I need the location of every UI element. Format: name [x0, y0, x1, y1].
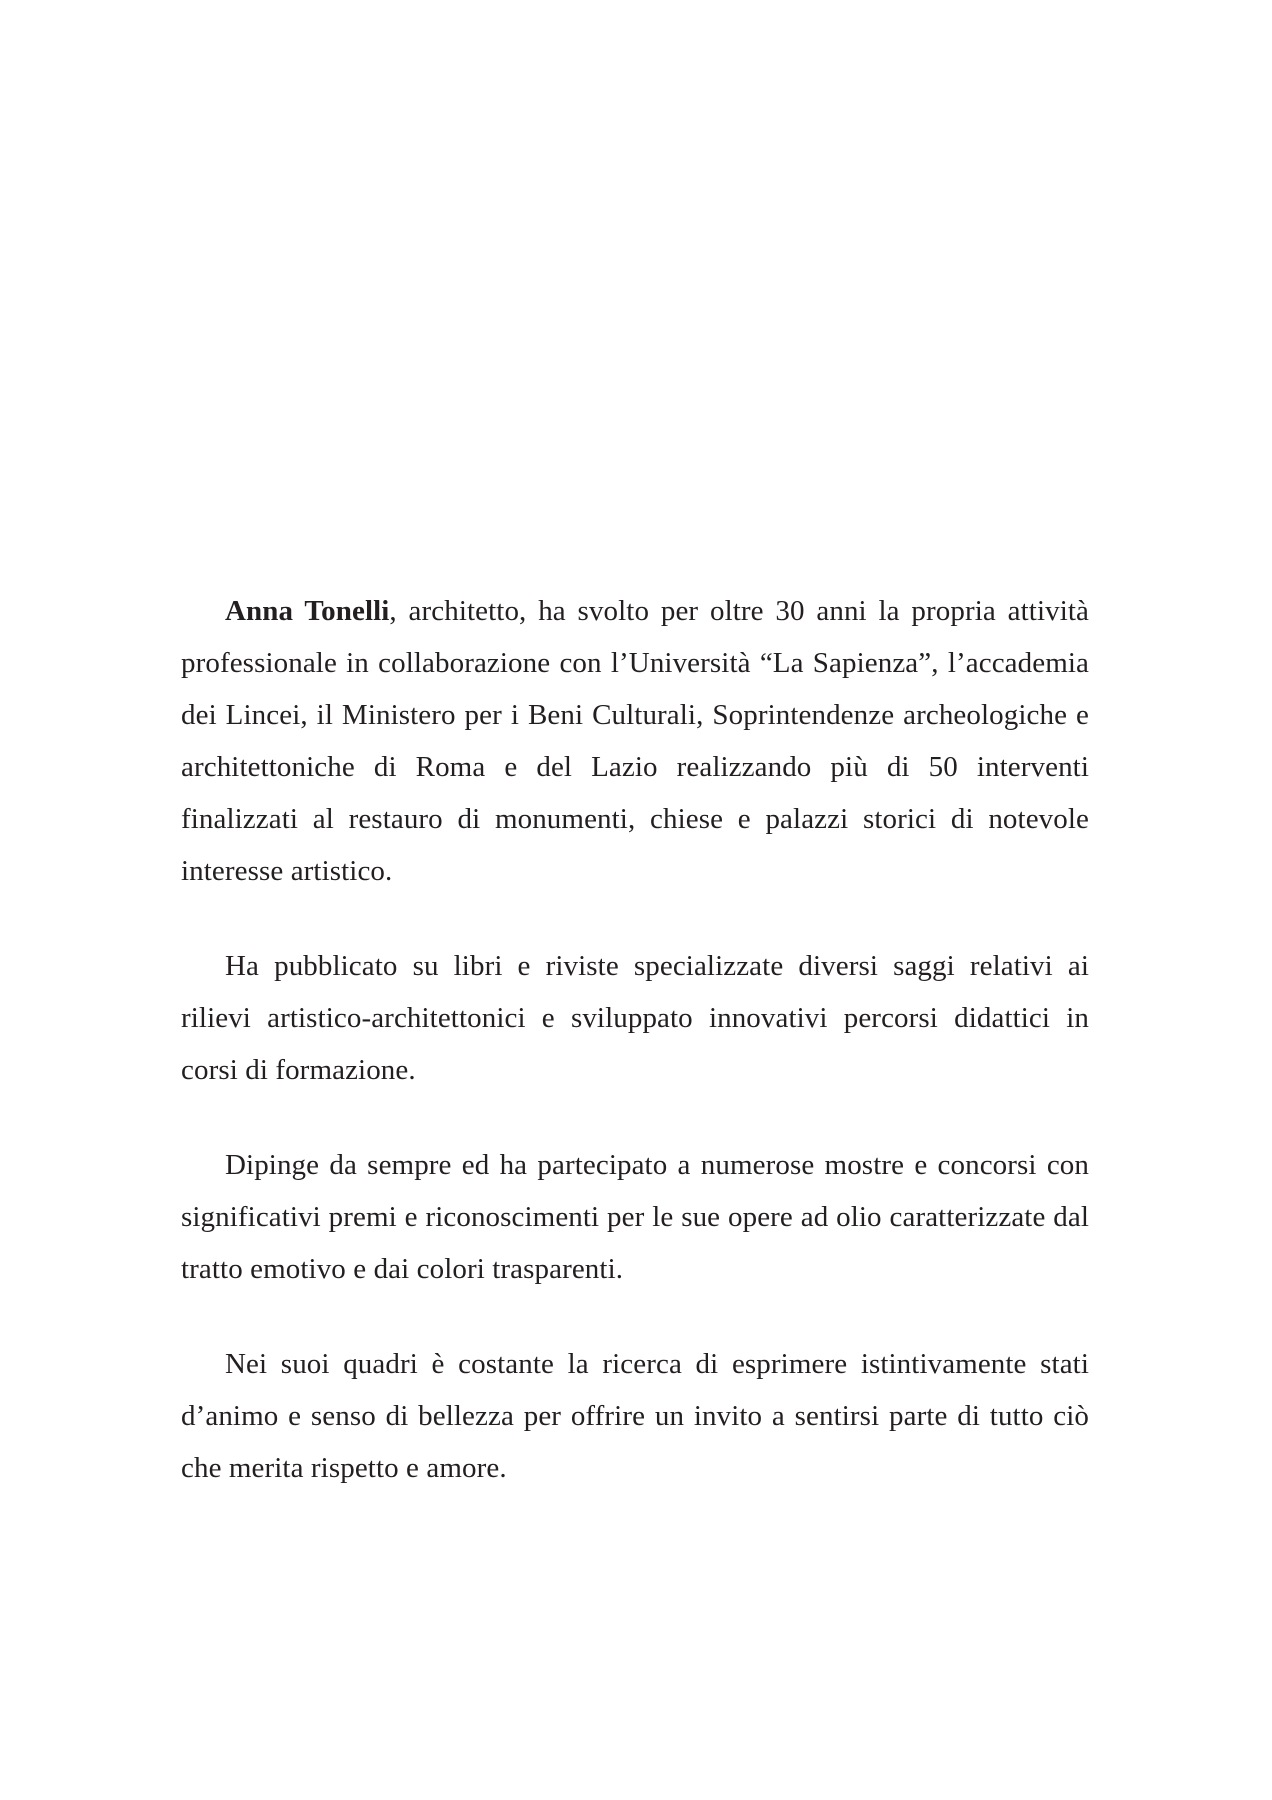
- bio-paragraph-1: [181, 585, 1089, 897]
- bio-paragraph-2: Ha pubblicato su libri e riviste specializzate diversi saggi relativi ai rilievi artistico-architettonici e sviluppato innovativi percorsi didattici in corsi di formazione.: [181, 950, 1089, 1086]
- author-name: Anna Tonelli: [225, 595, 390, 627]
- bio-paragraph-1-text: , architetto, ha svolto per oltre 30 anni la propria attività professionale in collaborazione con l’Università “La Sapienza”, l’accademia dei Lincei, il Ministero per i Beni Culturali, Soprintendenze archeologiche e architettoniche di Roma e del Lazio realizzando più di 50 interventi finalizzati al restauro di monumenti, chiese e palazzi storici di notevole interesse artistico.: [181, 595, 1089, 887]
- biography-text: [181, 585, 1089, 1494]
- bio-paragraph-3: Dipinge da sempre ed ha partecipato a numerose mostre e concorsi con significativi premi e riconoscimenti per le sue opere ad olio caratterizzate dal tratto emotivo e dai colori trasparenti.: [181, 1149, 1089, 1285]
- bio-paragraph-4: Nei suoi quadri è costante la ricerca di esprimere istintivamente stati d’animo e senso di bellezza per offrire un invito a sentirsi parte di tutto ciò che merita rispetto e amore.: [181, 1348, 1089, 1484]
